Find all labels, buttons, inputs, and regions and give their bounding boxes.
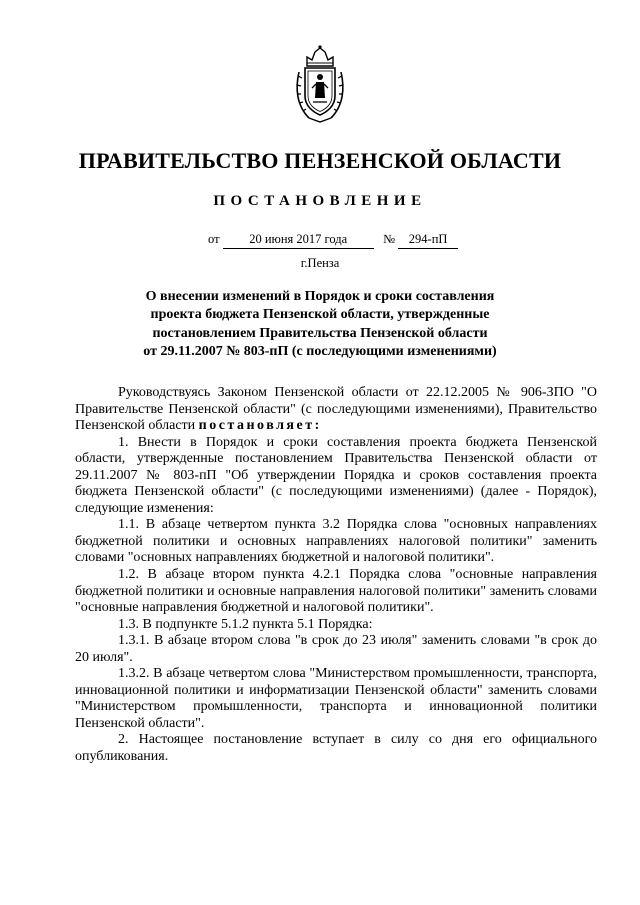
date-number-line [208, 232, 458, 249]
date-prefix: от [208, 232, 220, 246]
subject-line: проекта бюджета Пензенской области, утвержденные [150, 307, 490, 323]
paragraph-1-3: 1.3. В подпункте 5.1.2 пункта 5.1 Порядка: [118, 616, 373, 632]
government-title: ПРАВИТЕЛЬСТВО ПЕНЗЕНСКОЙ ОБЛАСТИ [78, 148, 562, 173]
document-body [75, 385, 597, 766]
preamble-paragraph [75, 385, 597, 435]
city: г.Пенза [300, 256, 340, 270]
decree-word: постановляет: [198, 418, 322, 434]
paragraph-1-1: 1.1. В абзаце четвертом пункта 3.2 Порядка слова "основных направлениях бюджетной политики и основных направлениях налоговой политики" заменить словами "основных направлениях бюджетной и налоговой политики". [75, 517, 597, 566]
paragraph-1-2: 1.2. В абзаце втором пункта 4.2.1 Порядка слова "основные направления бюджетной политики и основные направления налоговой политики" заменить словами "основные направления бюджетной и налоговой политики". [75, 567, 597, 616]
penza-coat-of-arms-icon [293, 44, 347, 124]
subject-line: О внесении изменений в Порядок и сроки составления [145, 289, 495, 304]
paragraph-1-3-1: 1.3.1. В абзаце втором слова "в срок до 23 июля" заменить словами "в срок до 20 июля". [75, 633, 597, 665]
paragraph-1: 1. Внести в Порядок и сроки составления проекта бюджета Пензенской области, утвержденные постановлением Правительства Пензенской области от 29.11.2007 № 803-пП "Об утверждении Порядка и сроков составления проекта бюджета Пензенской области" (с последующими изменениями) (далее - Порядок), следующие изменения: [75, 434, 597, 516]
subject-line: постановлением Правительства Пензенской области [152, 325, 488, 341]
document-date: 20 июня 2017 года [223, 232, 374, 249]
preamble-text: Руководствуясь Законом Пензенской области от 22.12.2005 № 906-ЗПО "О Правительстве Пензенской области" (с последующими изменениями), Правительство Пензенской области [75, 385, 597, 434]
document-type: ПОСТАНОВЛЕНИЕ [213, 193, 427, 209]
paragraph-2: 2. Настоящее постановление вступает в силу со дня его официального опубликования. [75, 732, 597, 765]
document-subject [130, 288, 510, 361]
document-number: 294-пП [398, 232, 458, 249]
subject-line: от 29.11.2007 № 803-пП (с последующими изменениями) [143, 343, 497, 359]
number-sign: № [383, 232, 395, 246]
paragraph-1-3-2: 1.3.2. В абзаце четвертом слова "Министерством промышленности, транспорта, инновационной политики и информатизации Пензенской области" заменить словами "Министерством промышленности, транспорта и инновационной политики Пензенской области". [75, 666, 597, 731]
